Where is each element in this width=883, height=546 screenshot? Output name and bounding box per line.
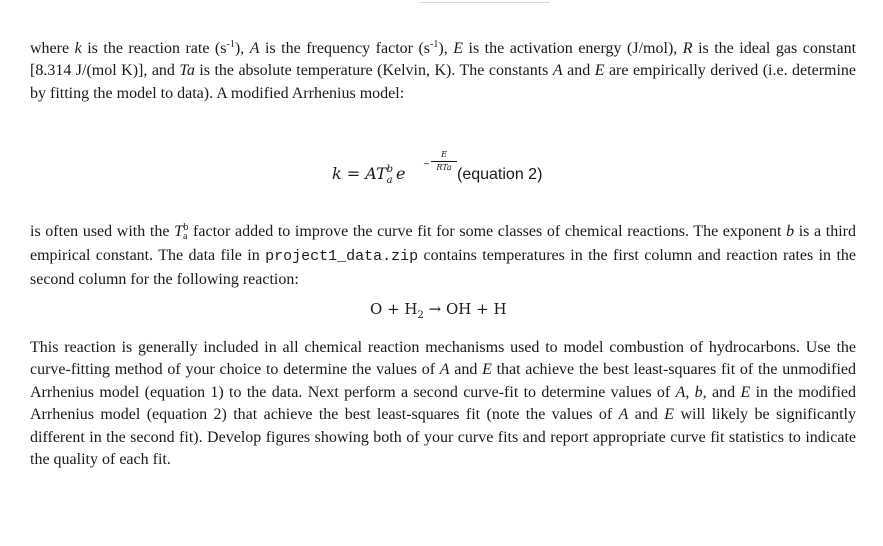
data-file-name: project1_data.zip: [265, 248, 419, 266]
equation-2: [332, 150, 592, 190]
reaction-equation: $O + H_2$ → OH + H: [370, 300, 507, 321]
equation-2-label: (equation 2): [457, 166, 543, 183]
equation-2-body: $k = AT_a^b$ e: [332, 164, 406, 186]
paragraph-definitions: where k is the reaction rate $(s^{-1})$, A is the frequency factor $(s^{-1})$, E is the activation energy (J/mol), R is the ideal gas constant [8.314 J/(mol K)], and Ta is the absolute temperature (Kelvin, K). The constants A and E are empirically derived (i.e. determine by fitting the model to data). A modified Arrhenius model:: [30, 39, 857, 102]
equation-2-exponent: − E RTa: [423, 150, 463, 182]
previous-equation-fragment: [420, 0, 550, 3]
paragraph-modified-model: is often used with the Ta$^b$ factor added to improve the curve fit for some classes of chemical reactions. The exponent b is a third empirical constant. The data file in project1_data.zip contains temperatures in the first column and reaction rates in the second column for the following reaction:: [30, 222, 857, 288]
paragraph-task: This reaction is generally included in all chemical reaction mechanisms used to model combustion of hydrocarbons. Use the curve-fitting method of your choice to determine the values of A and E that achieve the best least-squares fit of the unmodified Arrhenius model (equation 1) to the data. Next perform a second curve-fit to determine values of A, b, and E in the modified Arrhenius model (equation 2) that achieve the best least-squares fit (note the values of A and E will likely be significantly different in the second fit). Develop figures showing both of your curve fits and report appropriate curve fit statistics to indicate the quality of each fit.: [30, 339, 857, 469]
